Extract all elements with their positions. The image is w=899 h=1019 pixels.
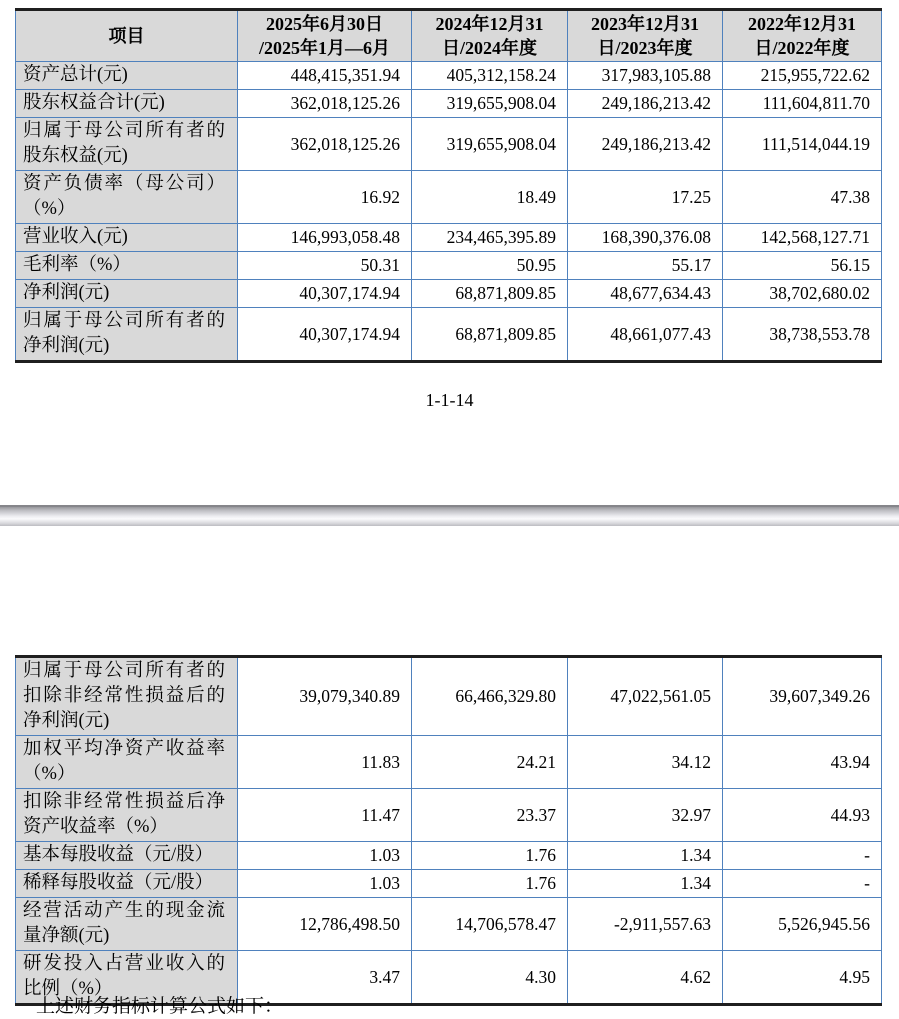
financial-summary-table-continued [15, 655, 882, 1006]
cell-value: 47,022,561.05 [568, 657, 723, 736]
row-label: 毛利率（%） [16, 252, 238, 280]
cell-value: 23.37 [412, 789, 568, 842]
header-period-line: 日/2023年度 [597, 38, 693, 58]
table-row [16, 898, 882, 951]
cell-value: 1.03 [238, 842, 412, 870]
cell-value: 39,607,349.26 [723, 657, 882, 736]
table-row [16, 789, 882, 842]
table-row [16, 308, 882, 362]
cell-value: 56.15 [723, 252, 882, 280]
page-number: 1-1-14 [425, 390, 474, 410]
cell-value: 234,465,395.89 [412, 224, 568, 252]
cell-value: 1.34 [568, 842, 723, 870]
cell-value: 111,514,044.19 [723, 118, 882, 171]
cell-value: 249,186,213.42 [568, 90, 723, 118]
cell-value: 168,390,376.08 [568, 224, 723, 252]
table-row [16, 842, 882, 870]
cell-value: 11.47 [238, 789, 412, 842]
cell-value: 1.34 [568, 870, 723, 898]
cell-value: 68,871,809.85 [412, 280, 568, 308]
row-label: 归属于母公司所有者的股东权益(元) [16, 118, 238, 171]
header-period-2023 [568, 10, 723, 62]
row-label: 资产总计(元) [16, 62, 238, 90]
cell-value: 47.38 [723, 171, 882, 224]
cell-value: 48,677,634.43 [568, 280, 723, 308]
header-period-line: 2022年12月31 [748, 14, 856, 34]
cell-value: 146,993,058.48 [238, 224, 412, 252]
cell-value: 362,018,125.26 [238, 90, 412, 118]
cell-value: 215,955,722.62 [723, 62, 882, 90]
row-label: 股东权益合计(元) [16, 90, 238, 118]
cell-value: - [723, 842, 882, 870]
cell-value: 1.03 [238, 870, 412, 898]
cell-value: 405,312,158.24 [412, 62, 568, 90]
cell-value: 4.62 [568, 951, 723, 1005]
cell-value: 448,415,351.94 [238, 62, 412, 90]
table-row [16, 252, 882, 280]
row-label: 归属于母公司所有者的扣除非经常性损益后的净利润(元) [16, 657, 238, 736]
cell-value: 362,018,125.26 [238, 118, 412, 171]
cell-value: - [723, 870, 882, 898]
row-label: 基本每股收益（元/股） [16, 842, 238, 870]
table-row [16, 224, 882, 252]
cell-value: 48,661,077.43 [568, 308, 723, 362]
row-label: 经营活动产生的现金流量净额(元) [16, 898, 238, 951]
cell-value: 50.31 [238, 252, 412, 280]
table-row [16, 736, 882, 789]
row-label: 研发投入占营业收入的比例（%） [16, 951, 238, 1005]
cell-value: 40,307,174.94 [238, 308, 412, 362]
table-header-row [16, 10, 882, 62]
row-label: 稀释每股收益（元/股） [16, 870, 238, 898]
header-period-line: 2024年12月31 [435, 14, 544, 34]
row-label: 归属于母公司所有者的净利润(元) [16, 308, 238, 362]
row-label: 加权平均净资产收益率（%） [16, 736, 238, 789]
table-row [16, 870, 882, 898]
header-period-2025 [238, 10, 412, 62]
cell-value: 68,871,809.85 [412, 308, 568, 362]
cell-value: 249,186,213.42 [568, 118, 723, 171]
row-label: 营业收入(元) [16, 224, 238, 252]
cell-value: -2,911,557.63 [568, 898, 723, 951]
cell-value: 319,655,908.04 [412, 90, 568, 118]
cell-value: 317,983,105.88 [568, 62, 723, 90]
table-row [16, 62, 882, 90]
cell-value: 5,526,945.56 [723, 898, 882, 951]
header-period-2024 [412, 10, 568, 62]
row-label: 扣除非经常性损益后净资产收益率（%） [16, 789, 238, 842]
row-label: 净利润(元) [16, 280, 238, 308]
cell-value: 39,079,340.89 [238, 657, 412, 736]
cell-value: 34.12 [568, 736, 723, 789]
cell-value: 17.25 [568, 171, 723, 224]
row-label: 资产负债率（母公司）（%） [16, 171, 238, 224]
cell-value: 24.21 [412, 736, 568, 789]
cell-value: 1.76 [412, 842, 568, 870]
table-row [16, 171, 882, 224]
cell-value: 18.49 [412, 171, 568, 224]
cell-value: 1.76 [412, 870, 568, 898]
cell-value: 16.92 [238, 171, 412, 224]
cell-value: 111,604,811.70 [723, 90, 882, 118]
cell-value: 44.93 [723, 789, 882, 842]
header-period-line: 日/2022年度 [754, 38, 850, 58]
footer-cutoff-text: 上述财务指标计算公式如下： [36, 996, 284, 1017]
cell-value: 142,568,127.71 [723, 224, 882, 252]
table-row [16, 657, 882, 736]
cell-value: 12,786,498.50 [238, 898, 412, 951]
cell-value: 66,466,329.80 [412, 657, 568, 736]
cell-value: 3.47 [238, 951, 412, 1005]
cell-value: 319,655,908.04 [412, 118, 568, 171]
cell-value: 50.95 [412, 252, 568, 280]
cell-value: 4.30 [412, 951, 568, 1005]
cell-value: 4.95 [723, 951, 882, 1005]
header-period-2022 [723, 10, 882, 62]
table-row [16, 90, 882, 118]
financial-summary-table-top [15, 8, 882, 363]
page-separator-bar [0, 505, 899, 526]
cell-value: 38,738,553.78 [723, 308, 882, 362]
header-period-line: 日/2024年度 [441, 38, 537, 58]
cell-value: 55.17 [568, 252, 723, 280]
header-period-line: 2025年6月30日 [266, 14, 383, 34]
table-row [16, 280, 882, 308]
cell-value: 38,702,680.02 [723, 280, 882, 308]
header-item: 项目 [16, 10, 238, 62]
cell-value: 43.94 [723, 736, 882, 789]
table-row [16, 118, 882, 171]
cell-value: 11.83 [238, 736, 412, 789]
header-period-line: /2025年1月—6月 [258, 38, 390, 58]
cell-value: 14,706,578.47 [412, 898, 568, 951]
cell-value: 32.97 [568, 789, 723, 842]
header-period-line: 2023年12月31 [591, 14, 699, 34]
cell-value: 40,307,174.94 [238, 280, 412, 308]
